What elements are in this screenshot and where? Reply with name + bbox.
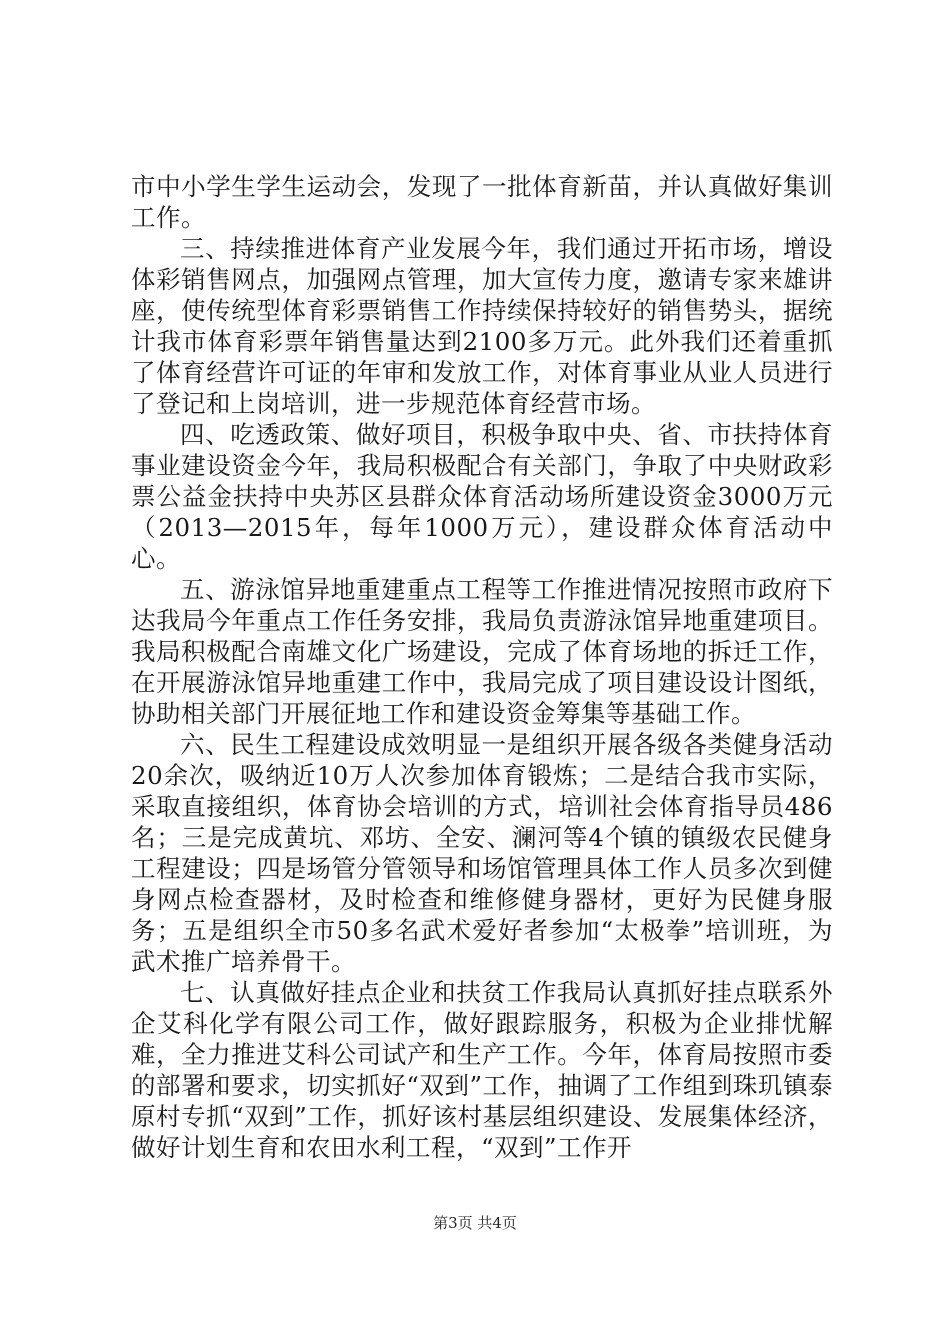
- paragraph-continuation: 市中小学生学生运动会，发现了一批体育新苗，并认真做好集训工作。: [131, 172, 833, 232]
- paragraph-swimming-pool: 五、游泳馆异地重建重点工程等工作推进情况按照市政府下达我局今年重点工作任务安排，我局负责游泳馆异地重建项目。我局积极配合南雄文化广场建设，完成了体育场地的拆迁工作，在开展游泳馆异地重建工作中，我局完成了项目建设设计图纸，协助相关部门开展征地工作和建设资金筹集等基础工作。: [131, 575, 833, 728]
- paragraph-enterprise-poverty: 七、认真做好挂点企业和扶贫工作我局认真抓好挂点联系外企艾科化学有限公司工作，做好跟踪服务，积极为企业排忧解难，全力推进艾科公司试产和生产工作。今年，体育局按照市委的部署和要求，切实抓好“双到”工作，抽调了工作组到珠玑镇泰原村专抓“双到”工作，抓好该村基层组织建设、发展集体经济，做好计划生育和农田水利工程，“双到”工作开: [131, 978, 833, 1162]
- page-footer: 第3页 共4页: [433, 1214, 517, 1232]
- paragraph-livelihood-projects: 六、民生工程建设成效明显一是组织开展各级各类健身活动20余次，吸纳近10万人次参加体育锻炼；二是结合我市实际，采取直接组织，体育协会培训的方式，培训社会体育指导员486名；三是完成黄坑、邓坊、全安、澜河等4个镇的镇级农民健身工程建设；四是场管分管领导和场馆管理具体工作人员多次到健身网点检查器材，及时检查和维修健身器材，更好为民健身服务；五是组织全市50多名武术爱好者参加“太极拳”培训班，为武术推广培养骨干。: [131, 730, 833, 976]
- document-body: [131, 171, 833, 1163]
- paragraph-policy-funding: 四、吃透政策、做好项目，积极争取中央、省、市扶持体育事业建设资金今年，我局积极配合有关部门，争取了中央财政彩票公益金扶持中央苏区县群众体育活动场所建设资金3000万元（2013—2015年，每年1000万元），建设群众体育活动中心。: [131, 420, 833, 573]
- paragraph-sports-industry: 三、持续推进体育产业发展今年，我们通过开拓市场，增设体彩销售网点，加强网点管理，加大宣传力度，邀请专家来雄讲座，使传统型体育彩票销售工作持续保持较好的销售势头，据统计我市体育彩票年销售量达到2100多万元。此外我们还着重抓了体育经营许可证的年审和发放工作，对体育事业从业人员进行了登记和上岗培训，进一步规范体育经营市场。: [131, 234, 833, 418]
